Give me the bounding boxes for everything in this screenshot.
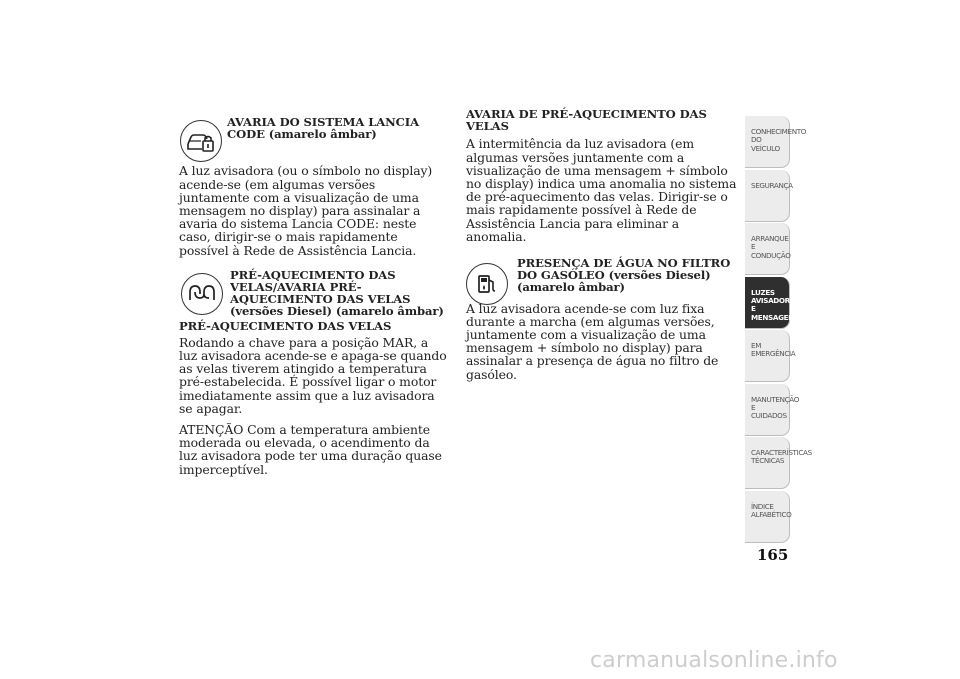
glow-plug-icon <box>181 273 223 315</box>
lancia-code-warning <box>179 116 449 140</box>
preheat-failure-warning <box>466 108 741 132</box>
water-in-filter-body: A luz avisadora acende-se com luz fixa durante a marcha (em algumas versões, juntamente com a visualização de uma mensagem + símbolo no display) para assinalar a presença de água no filtro de gasóleo. <box>466 300 719 382</box>
left-column <box>179 116 449 476</box>
chapter-index <box>745 116 812 544</box>
preheat-failure-title: AVARIA DE PRÉ-AQUECIMENTO DAS VELAS <box>466 107 707 134</box>
chapter-tab-4[interactable]: EM EMERGÊNCIA <box>745 330 790 382</box>
chapter-tab-0[interactable]: CONHECIMENTO DO VEÍCULO <box>745 116 790 168</box>
preheat-attention: ATENÇÃO Com a temperatura ambiente moderada ou elevada, o acendimento da luz avisadora pode ter uma duração quase imperceptível. <box>179 422 442 477</box>
lancia-code-title: AVARIA DO SISTEMA LANCIA CODE (amarelo âmbar) <box>227 115 420 142</box>
chapter-tab-1[interactable]: SEGURANÇA <box>745 170 790 222</box>
preheat-body: Rodando a chave para a posição MAR, a luz avisadora acende-se e apaga-se quando as velas tiverem atingido a temperatura pré-estabelecida. É possível ligar o motor imediatamente assim que a luz avisadora se apagar. <box>179 334 447 416</box>
watermark: carmanualsonline.info <box>590 648 838 673</box>
page-number: 165 <box>757 546 789 564</box>
preheat-failure-body: A intermitência da luz avisadora (em algumas versões juntamente com a visualização de uma mensagem + símbolo no display) indica uma anomalia no sistema de pré-aquecimento das velas. Dirigir-se o mais rapidamente possível à Rede de Assistência Lancia para eliminar a anomalia. <box>466 136 737 244</box>
right-column <box>466 108 741 381</box>
chapter-tab-3[interactable]: LUZES AVISADORAS E MENSAGENS <box>745 277 790 329</box>
chapter-tab-2[interactable]: ARRANQUE E CONDUÇÃO <box>745 223 790 275</box>
car-key-lock-icon <box>180 120 222 162</box>
fuel-water-icon <box>466 263 508 305</box>
chapter-tab-7[interactable]: ÍNDICE ALFABÉTICO <box>745 491 790 543</box>
preheat-title: PRÉ-AQUECIMENTO DAS VELAS/AVARIA PRÉ-AQUECIMENTO DAS VELAS (versões Diesel) (amarelo âmbar) <box>230 267 444 319</box>
water-in-filter-title: PRESENÇA DE ÁGUA NO FILTRO DO GASÓLEO (versões Diesel) (amarelo âmbar) <box>517 256 731 295</box>
water-in-filter-warning <box>466 257 741 294</box>
chapter-tab-6[interactable]: CARACTERÍSTICAS TÉCNICAS <box>745 437 790 489</box>
preheat-warning <box>179 269 449 318</box>
chapter-tab-5[interactable]: MANUTENÇÃO E CUIDADOS <box>745 384 790 436</box>
preheat-subtitle: PRÉ-AQUECIMENTO DAS VELAS <box>179 318 392 333</box>
lancia-code-body: A luz avisadora (ou o símbolo no display) acende-se (em algumas versões juntamente com a visualização de uma mensagem no display) para assinalar a avaria do sistema Lancia CODE: neste caso, dirigir-se o mais rapidamente possível à Rede de Assistência Lancia. <box>179 163 433 258</box>
